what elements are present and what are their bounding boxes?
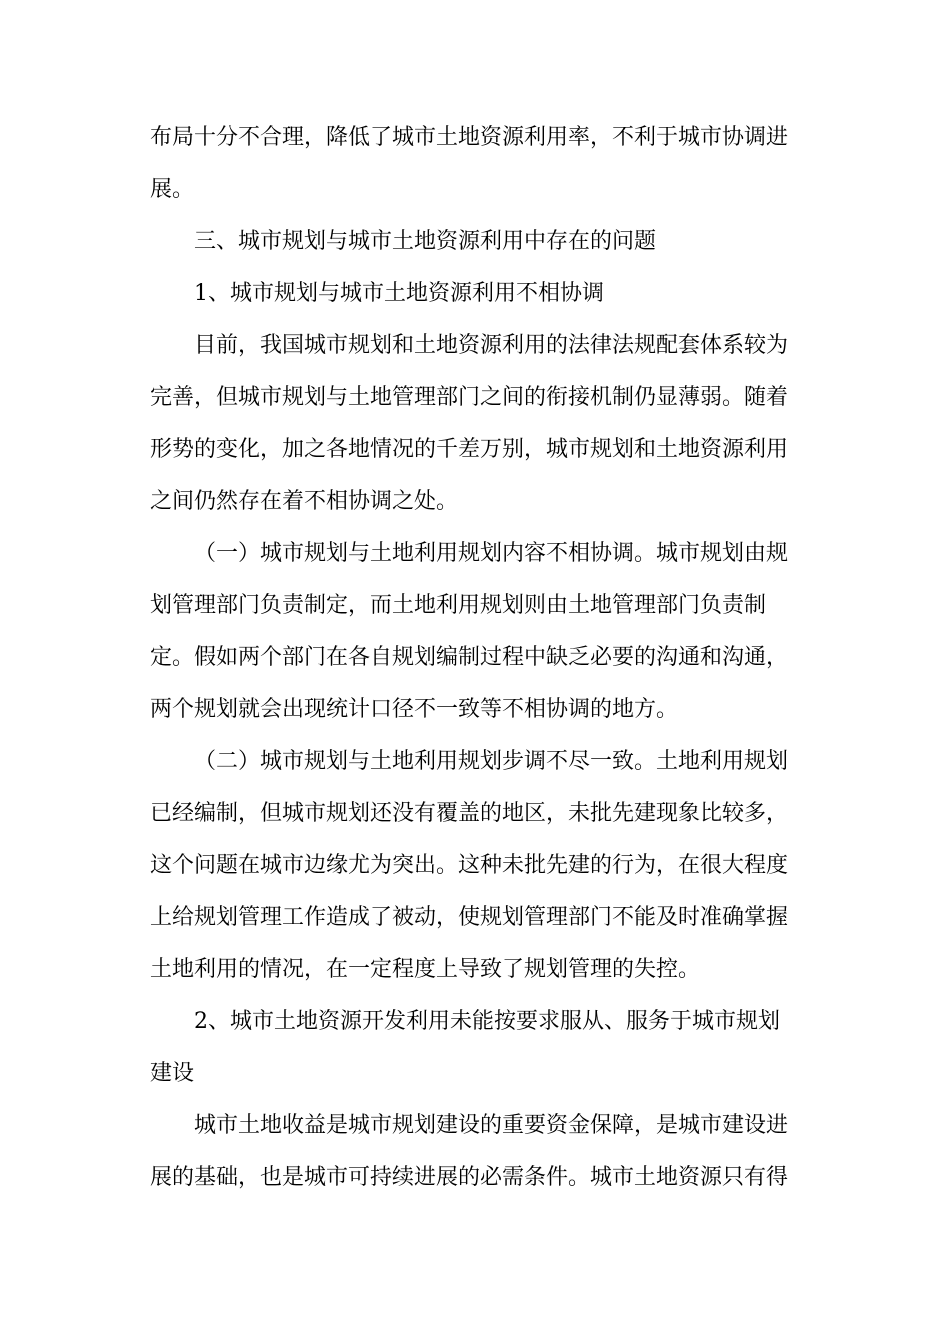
subsection-heading-continued: 建设: [150, 1061, 195, 1086]
paragraph-line: 目前，我国城市规划和土地资源利用的法律法规配套体系较为: [194, 333, 789, 358]
paragraph-line: 之间仍然存在着不相协调之处。: [150, 489, 459, 514]
paragraph-line: 已经编制，但城市规划还没有覆盖的地区，未批先建现象比较多，: [150, 801, 789, 826]
paragraph-line: 土地利用的情况，在一定程度上导致了规划管理的失控。: [150, 957, 701, 982]
paragraph-line: 形势的变化，加之各地情况的千差万别，城市规划和土地资源利用: [150, 437, 789, 462]
document-body: [150, 112, 800, 1204]
subsection-heading: 2、城市土地资源开发利用未能按要求服从、服务于城市规划: [194, 1009, 780, 1034]
section-heading: 三、城市规划与城市土地资源利用中存在的问题: [194, 229, 657, 254]
paragraph-line: 定。假如两个部门在各自规划编制过程中缺乏必要的沟通和沟通，: [150, 645, 789, 670]
paragraph-line: 布局十分不合理，降低了城市土地资源利用率，不利于城市协调进: [150, 125, 789, 150]
paragraph-line: （一）城市规划与土地利用规划内容不相协调。城市规划由规: [194, 541, 789, 566]
paragraph-line: （二）城市规划与土地利用规划步调不尽一致。土地利用规划: [194, 749, 789, 774]
subsection-heading: 1、城市规划与城市土地资源利用不相协调: [194, 281, 604, 306]
paragraph-line: 完善，但城市规划与土地管理部门之间的衔接机制仍显薄弱。随着: [150, 385, 789, 410]
paragraph-line: 这个问题在城市边缘尤为突出。这种未批先建的行为，在很大程度: [150, 853, 789, 878]
paragraph-line: 上给规划管理工作造成了被动，使规划管理部门不能及时准确掌握: [150, 905, 789, 930]
paragraph-line: 划管理部门负责制定，而土地利用规划则由土地管理部门负责制: [150, 593, 767, 618]
paragraph-line: 展。: [150, 177, 195, 202]
paragraph-line: 两个规划就会出现统计口径不一致等不相协调的地方。: [150, 697, 679, 722]
paragraph-line: 展的基础，也是城市可持续进展的必需条件。城市土地资源只有得: [150, 1165, 789, 1190]
paragraph-line: 城市土地收益是城市规划建设的重要资金保障，是城市建设进: [194, 1113, 789, 1138]
